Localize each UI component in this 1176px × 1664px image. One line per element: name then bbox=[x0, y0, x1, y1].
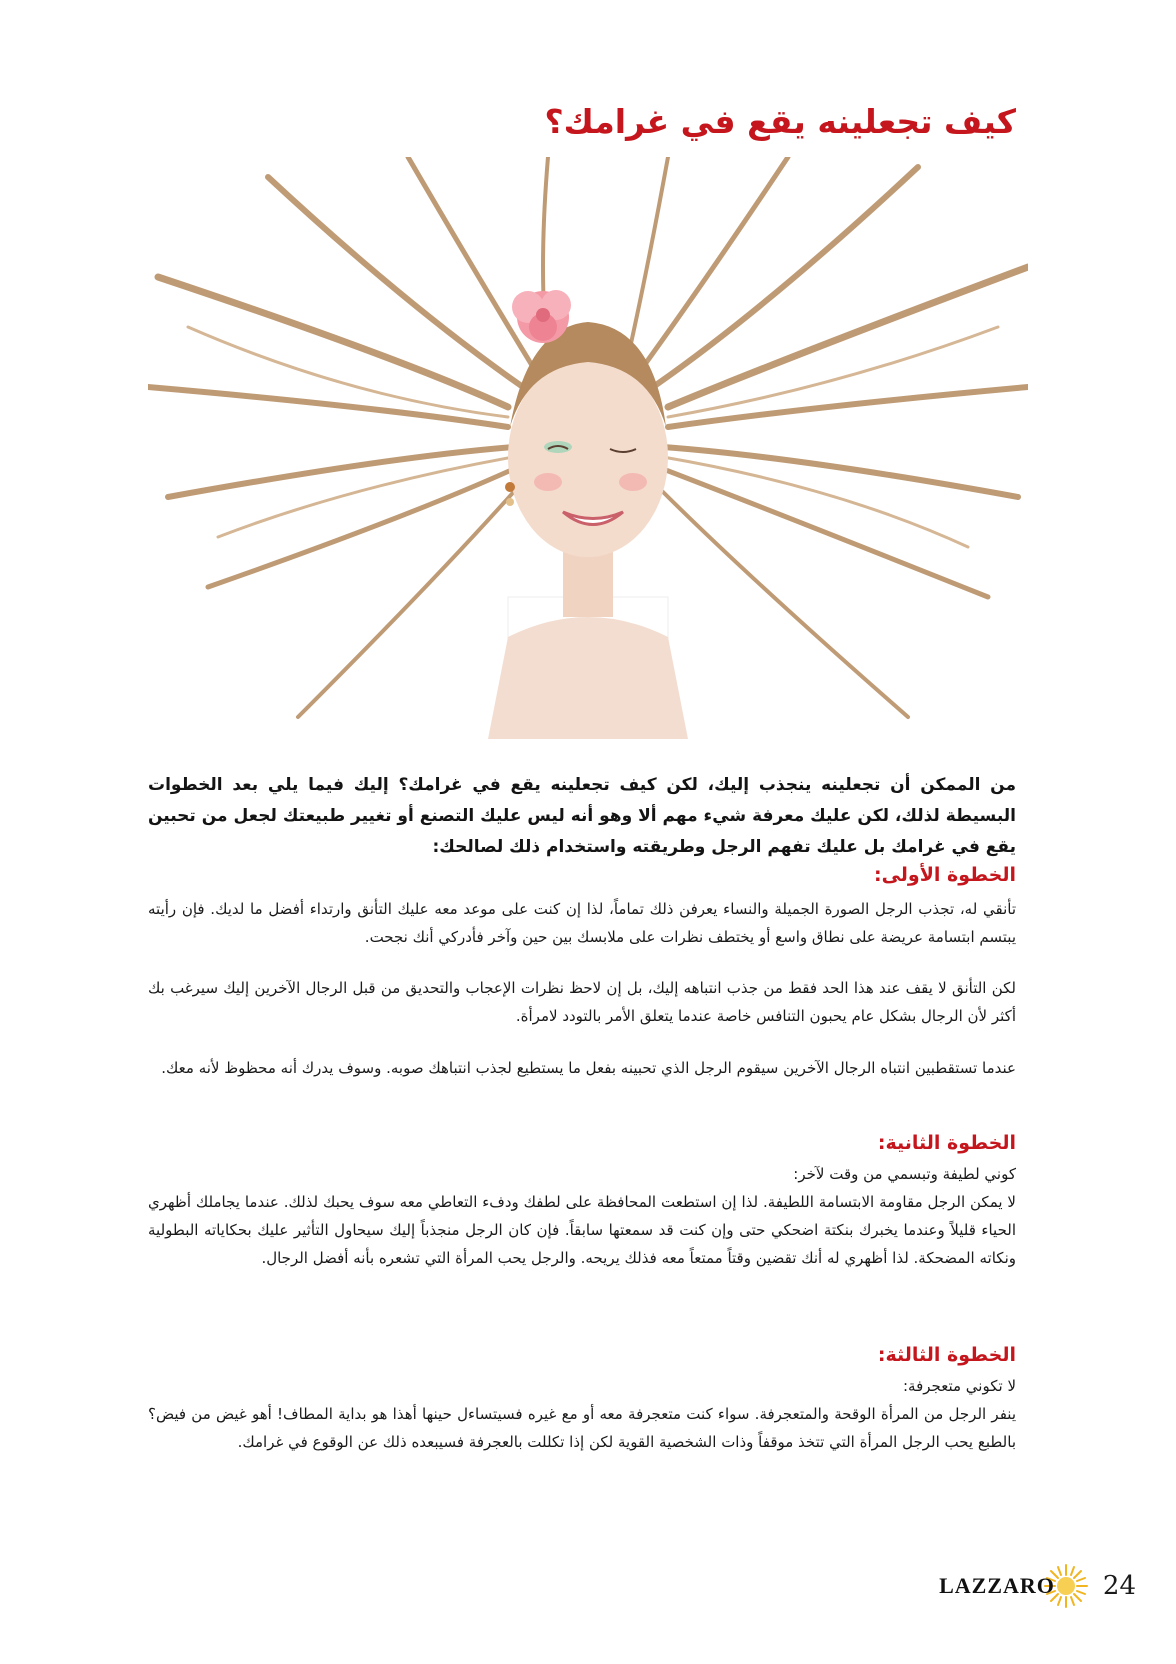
step-2-paragraph-1: لا يمكن الرجل مقاومة الابتسامة اللطيفة. لذا إن استطعت المحافظة على لطفك ودفء التعاطي معه سوف يحبك لذلك. عندما يجاملك أظهري الحياء قليلاً وعندما يخبرك بنكتة اضحكي حتى وإن كنت قد سمعتها سابقاً. فإن كان الرجل منجذباً إليك سيحاول التأثير عليك بحكاياته البطولية ونكاته المضحكة. لذا أظهري له أنك تقضين وقتاً ممتعاً معه فذلك يريحه. والرجل يحب المرأة التي تشعره بأنه أفضل الرجال. bbox=[148, 1193, 1016, 1267]
page-number: 24 bbox=[1102, 1571, 1136, 1601]
brand-name: LAZZARO bbox=[939, 1573, 1055, 1598]
brand-logo bbox=[939, 1563, 1089, 1609]
step-2-heading: الخطوة الثانية: bbox=[877, 1132, 1016, 1154]
intro-paragraph: من الممكن أن تجعلينه ينجذب إليك، لكن كيف تجعلينه يقع في غرامك؟ إليك فيما يلي بعد الخطوات البسيطة لذلك، لكن عليك معرفة شيء مهم ألا وهو أنه ليس عليك التصنع أو تغيير طبيعتك لجعل من تحبين يقع في غرامك بل عليك تفهم الرجل وطريقته واستخدام ذلك لصالحك: bbox=[148, 775, 1016, 857]
page-title: كيف تجعلينه يقع في غرامك؟ bbox=[544, 102, 1016, 141]
step-1-paragraph-3: عندما تستقطبين انتباه الرجال الآخرين سيقوم الرجل الذي تحبينه بفعل ما يستطيع لجذب انتباهك صوبه. وسوف يدرك أنه محظوظ لأنه معك. bbox=[161, 1059, 1016, 1077]
step-3-subheading: لا تكوني متعجرفة: bbox=[903, 1377, 1016, 1395]
page-footer bbox=[939, 1568, 1136, 1604]
step-1-paragraph-1: تأنقي له، تجذب الرجل الصورة الجميلة والنساء يعرفن ذلك تماماً، لذا إن كنت على موعد معه عليك التأنق وارتداء أفضل ما لديك. فإن رأيته يبتسم ابتسامة عريضة على نطاق واسع أو يختطف نظرات على ملابسك بين حين وآخر فأدركي أنك نجحت. bbox=[148, 900, 1016, 946]
step-3-heading: الخطوة الثالثة: bbox=[877, 1344, 1016, 1366]
article-photo bbox=[148, 157, 1028, 739]
step-2-subheading: كوني لطيفة وتبسمي من وقت لآخر: bbox=[793, 1165, 1016, 1183]
step-3-paragraph-1: ينفر الرجل من المرأة الوقحة والمتعجرفة. سواء كنت متعجرفة معه أو مع غيره فسيتساءل حينها أهذا هو بداية المطاف! أهو غيض من فيض؟ بالطبع يحب الرجل المرأة التي تتخذ موقفاً وذات الشخصية القوية لكن إذا تكللت بالعجرفة فسيبعده ذلك عن الوقوع في غرامك. bbox=[148, 1405, 1016, 1451]
step-1-paragraph-2: لكن التأنق لا يقف عند هذا الحد فقط من جذب انتباهه إليك، بل إن لاحظ نظرات الإعجاب والتحديق من قبل الرجال الآخرين إليك سيرغب بك أكثر لأن الرجال بشكل عام يحبون التنافس خاصة عندما يتعلق الأمر بالتودد لامرأة. bbox=[148, 979, 1016, 1025]
step-1-heading: الخطوة الأولى: bbox=[873, 864, 1016, 886]
girl-flying-hair-illustration bbox=[148, 157, 1028, 739]
